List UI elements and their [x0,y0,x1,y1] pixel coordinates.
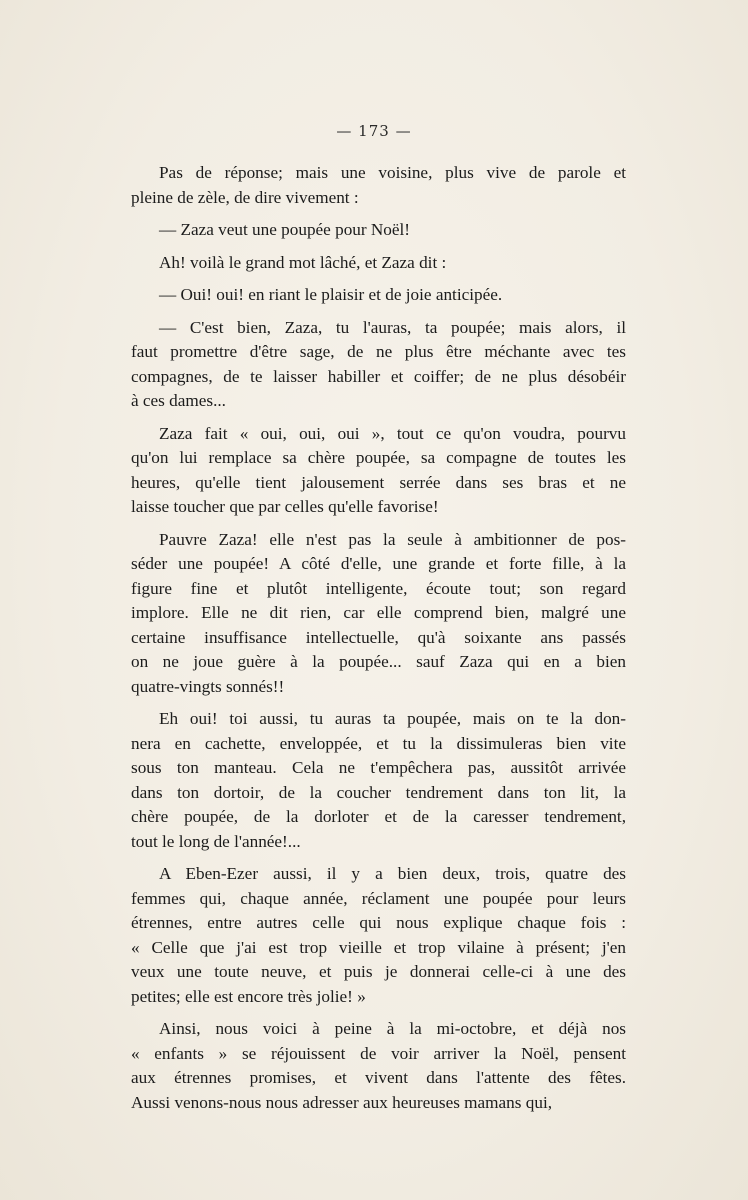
text-line: à ces dames... [131,391,226,410]
text-line: séder une poupée! A côté d'elle, une grande et forte fille, à la [131,554,626,573]
text-line: sous ton manteau. Cela ne t'empêchera pas, aussitôt arrivée [131,758,626,777]
paragraph [131,528,626,700]
text-line: Eh oui! toi aussi, tu auras ta poupée, mais on te la don- [159,709,626,728]
text-line: « Celle que j'ai est trop vieille et trop vilaine à présent; j'en [131,937,626,957]
text-line: aux étrennes promises, et vivent dans l'attente des fêtes. [131,1068,626,1087]
paragraph [131,218,626,243]
text-line: femmes qui, chaque année, réclament une poupée pour leurs [131,888,626,908]
text-line: veux une toute neuve, et puis je donnerai celle-ci à une des [131,962,626,981]
paragraph [131,422,626,520]
paragraph [131,161,626,210]
text-line: étrennes, entre autres celle qui nous explique chaque fois : [131,913,626,932]
text-line: quatre-vingts sonnés!! [131,676,285,696]
text-line: « enfants » se réjouissent de voir arriver la Noël, pensent [131,1043,626,1063]
text-line: figure fine et plutôt intelligente, écoute tout; son regard [131,578,626,598]
text-line: dans ton dortoir, de la coucher tendrement dans ton lit, la [131,782,626,802]
text-line: nera en cachette, enveloppée, et tu la dissimuleras bien vite [131,733,626,753]
text-line: laisse toucher que par celles qu'elle favorise! [131,497,439,516]
text-line: Zaza fait « oui, oui, oui », tout ce qu'on voudra, pourvu [159,423,626,443]
text-line: pleine de zèle, de dire vivement : [131,187,359,207]
text-line: — Oui! oui! en riant le plaisir et de joie anticipée. [159,285,503,304]
text-line: faut promettre d'être sage, de ne plus être méchante avec tes [131,342,626,361]
text-line: qu'on lui remplace sa chère poupée, sa compagne de toutes les [131,448,626,467]
text-line: tout le long de l'année!... [131,831,301,851]
text-line: certaine insuffisance intellectuelle, qu'à soixante ans passés [131,627,626,647]
text-line: on ne joue guère à la poupée... sauf Zaza qui en a bien [131,652,626,671]
text-line: A Eben-Ezer aussi, il y a bien deux, trois, quatre des [159,864,626,883]
text-line: — C'est bien, Zaza, tu l'auras, ta poupée; mais alors, il [159,317,626,337]
paragraph [131,862,626,1009]
page-number: — 173 — [336,122,412,140]
text-line: compagnes, de te laisser habiller et coiffer; de ne plus désobéir [131,366,626,386]
text-line: Aussi venons-nous nous adresser aux heureuses mamans qui, [131,1092,553,1112]
text-line: heures, qu'elle tient jalousement serrée dans ses bras et ne [131,472,626,492]
text-line: Pauvre Zaza! elle n'est pas la seule à ambitionner de pos- [159,529,626,549]
body-text [131,161,626,1123]
text-line: Ainsi, nous voici à peine à la mi-octobre, et déjà nos [159,1019,626,1038]
text-line: Pas de réponse; mais une voisine, plus vive de parole et [159,163,626,182]
paragraph [131,707,626,854]
paragraph [131,316,626,414]
text-line: — Zaza veut une poupée pour Noël! [159,220,411,239]
text-line: petites; elle est encore très jolie! » [131,986,366,1006]
text-line: chère poupée, de la dorloter et de la caresser tendrement, [131,807,626,826]
paragraph [131,283,626,308]
paragraph [131,1017,626,1115]
text-line: implore. Elle ne dit rien, car elle comprend bien, malgré une [131,603,626,622]
paragraph [131,251,626,276]
text-line: Ah! voilà le grand mot lâché, et Zaza dit : [159,252,447,272]
